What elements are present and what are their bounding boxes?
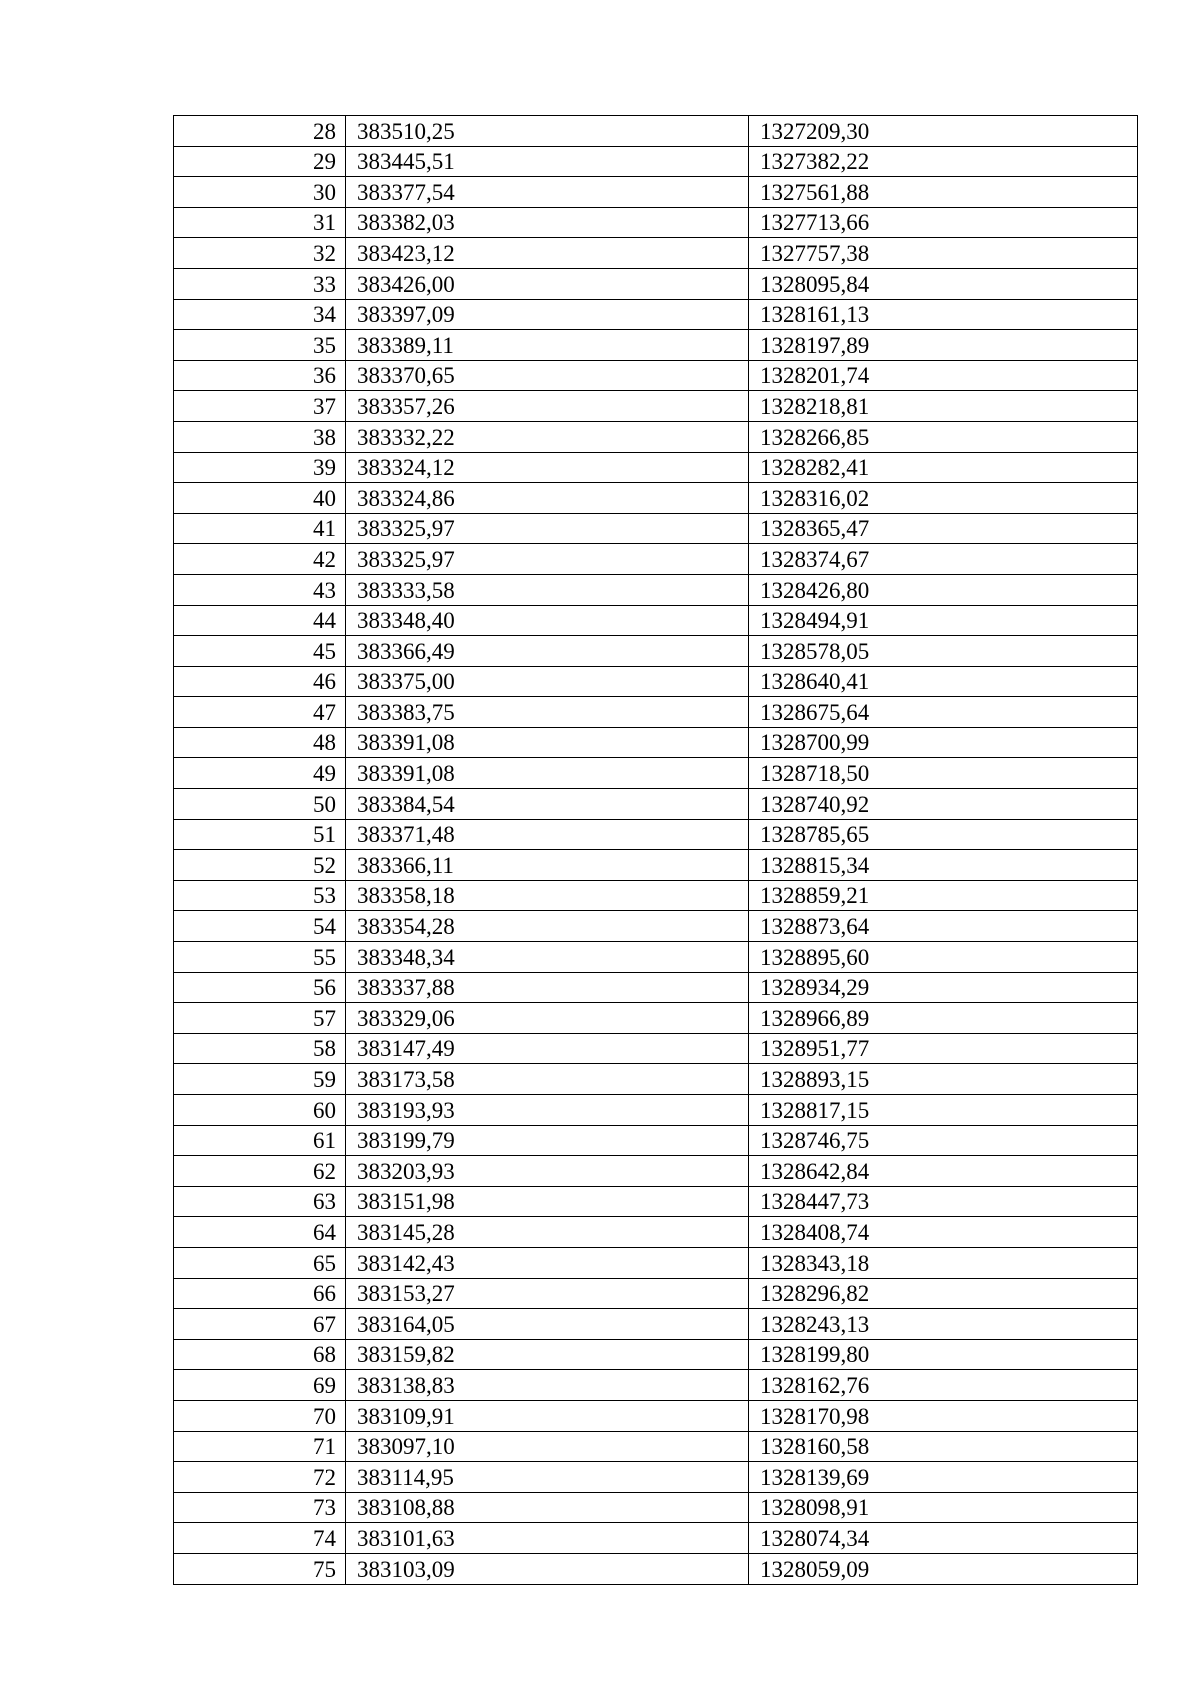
x-coordinate-cell: 383357,26 [346,391,749,422]
y-coordinate-cell: 1328895,60 [749,942,1138,973]
y-coordinate-cell: 1328199,80 [749,1339,1138,1370]
table-row [174,1217,1138,1248]
point-number-cell: 48 [174,727,346,758]
y-coordinate-cell: 1328859,21 [749,880,1138,911]
x-coordinate-cell: 383164,05 [346,1309,749,1340]
y-coordinate-cell: 1328951,77 [749,1033,1138,1064]
table-row [174,850,1138,881]
table-row [174,574,1138,605]
table-row [174,238,1138,269]
table-row [174,819,1138,850]
y-coordinate-cell: 1328426,80 [749,574,1138,605]
y-coordinate-cell: 1328296,82 [749,1278,1138,1309]
table-row [174,880,1138,911]
y-coordinate-cell: 1327382,22 [749,146,1138,177]
x-coordinate-cell: 383358,18 [346,880,749,911]
point-number-cell: 52 [174,850,346,881]
table-row [174,789,1138,820]
y-coordinate-cell: 1328642,84 [749,1156,1138,1187]
y-coordinate-cell: 1328098,91 [749,1492,1138,1523]
point-number-cell: 35 [174,330,346,361]
table-row [174,1033,1138,1064]
y-coordinate-cell: 1328218,81 [749,391,1138,422]
y-coordinate-cell: 1328095,84 [749,268,1138,299]
point-number-cell: 61 [174,1125,346,1156]
point-number-cell: 32 [174,238,346,269]
y-coordinate-cell: 1328785,65 [749,819,1138,850]
x-coordinate-cell: 383193,93 [346,1095,749,1126]
x-coordinate-cell: 383325,97 [346,544,749,575]
x-coordinate-cell: 383377,54 [346,177,749,208]
x-coordinate-cell: 383366,49 [346,636,749,667]
point-number-cell: 58 [174,1033,346,1064]
table-row [174,544,1138,575]
y-coordinate-cell: 1328160,58 [749,1431,1138,1462]
table-row [174,972,1138,1003]
y-coordinate-cell: 1328365,47 [749,513,1138,544]
point-number-cell: 51 [174,819,346,850]
x-coordinate-cell: 383199,79 [346,1125,749,1156]
point-number-cell: 39 [174,452,346,483]
x-coordinate-cell: 383389,11 [346,330,749,361]
point-number-cell: 37 [174,391,346,422]
y-coordinate-cell: 1328343,18 [749,1247,1138,1278]
table-row [174,268,1138,299]
x-coordinate-cell: 383147,49 [346,1033,749,1064]
point-number-cell: 55 [174,942,346,973]
point-number-cell: 57 [174,1003,346,1034]
x-coordinate-cell: 383109,91 [346,1400,749,1431]
x-coordinate-cell: 383159,82 [346,1339,749,1370]
point-number-cell: 46 [174,666,346,697]
y-coordinate-cell: 1328316,02 [749,483,1138,514]
x-coordinate-cell: 383097,10 [346,1431,749,1462]
y-coordinate-cell: 1328578,05 [749,636,1138,667]
point-number-cell: 28 [174,116,346,147]
y-coordinate-cell: 1328494,91 [749,605,1138,636]
point-number-cell: 60 [174,1095,346,1126]
point-number-cell: 59 [174,1064,346,1095]
point-number-cell: 38 [174,421,346,452]
point-number-cell: 75 [174,1553,346,1584]
point-number-cell: 47 [174,697,346,728]
point-number-cell: 30 [174,177,346,208]
table-row [174,636,1138,667]
x-coordinate-cell: 383370,65 [346,360,749,391]
x-coordinate-cell: 383384,54 [346,789,749,820]
table-row [174,1400,1138,1431]
table-row [174,360,1138,391]
y-coordinate-cell: 1328170,98 [749,1400,1138,1431]
y-coordinate-cell: 1328201,74 [749,360,1138,391]
table-row [174,1553,1138,1584]
table-row [174,513,1138,544]
table-row [174,942,1138,973]
point-number-cell: 53 [174,880,346,911]
x-coordinate-cell: 383329,06 [346,1003,749,1034]
y-coordinate-cell: 1328059,09 [749,1553,1138,1584]
coordinates-table [173,115,1138,1585]
x-coordinate-cell: 383114,95 [346,1462,749,1493]
x-coordinate-cell: 383348,34 [346,942,749,973]
table-row [174,207,1138,238]
x-coordinate-cell: 383325,97 [346,513,749,544]
x-coordinate-cell: 383145,28 [346,1217,749,1248]
y-coordinate-cell: 1328675,64 [749,697,1138,728]
table-row [174,1247,1138,1278]
point-number-cell: 50 [174,789,346,820]
coordinates-table-body [174,116,1138,1585]
y-coordinate-cell: 1328934,29 [749,972,1138,1003]
table-row [174,1339,1138,1370]
x-coordinate-cell: 383382,03 [346,207,749,238]
x-coordinate-cell: 383383,75 [346,697,749,728]
x-coordinate-cell: 383173,58 [346,1064,749,1095]
y-coordinate-cell: 1328700,99 [749,727,1138,758]
x-coordinate-cell: 383138,83 [346,1370,749,1401]
x-coordinate-cell: 383101,63 [346,1523,749,1554]
y-coordinate-cell: 1327561,88 [749,177,1138,208]
point-number-cell: 29 [174,146,346,177]
table-row [174,1278,1138,1309]
point-number-cell: 71 [174,1431,346,1462]
x-coordinate-cell: 383391,08 [346,727,749,758]
y-coordinate-cell: 1327757,38 [749,238,1138,269]
y-coordinate-cell: 1328893,15 [749,1064,1138,1095]
x-coordinate-cell: 383332,22 [346,421,749,452]
point-number-cell: 63 [174,1186,346,1217]
table-row [174,666,1138,697]
x-coordinate-cell: 383151,98 [346,1186,749,1217]
point-number-cell: 36 [174,360,346,391]
y-coordinate-cell: 1328740,92 [749,789,1138,820]
point-number-cell: 44 [174,605,346,636]
x-coordinate-cell: 383333,58 [346,574,749,605]
x-coordinate-cell: 383153,27 [346,1278,749,1309]
table-row [174,146,1138,177]
y-coordinate-cell: 1328746,75 [749,1125,1138,1156]
x-coordinate-cell: 383391,08 [346,758,749,789]
y-coordinate-cell: 1328640,41 [749,666,1138,697]
y-coordinate-cell: 1328074,34 [749,1523,1138,1554]
point-number-cell: 40 [174,483,346,514]
table-row [174,116,1138,147]
y-coordinate-cell: 1328243,13 [749,1309,1138,1340]
table-row [174,1462,1138,1493]
x-coordinate-cell: 383203,93 [346,1156,749,1187]
table-row [174,605,1138,636]
point-number-cell: 42 [174,544,346,575]
x-coordinate-cell: 383397,09 [346,299,749,330]
x-coordinate-cell: 383348,40 [346,605,749,636]
table-row [174,483,1138,514]
x-coordinate-cell: 383371,48 [346,819,749,850]
point-number-cell: 34 [174,299,346,330]
x-coordinate-cell: 383108,88 [346,1492,749,1523]
table-row [174,727,1138,758]
y-coordinate-cell: 1328447,73 [749,1186,1138,1217]
x-coordinate-cell: 383445,51 [346,146,749,177]
point-number-cell: 64 [174,1217,346,1248]
point-number-cell: 41 [174,513,346,544]
table-row [174,391,1138,422]
x-coordinate-cell: 383324,86 [346,483,749,514]
point-number-cell: 74 [174,1523,346,1554]
table-row [174,1095,1138,1126]
y-coordinate-cell: 1328161,13 [749,299,1138,330]
table-row [174,1156,1138,1187]
y-coordinate-cell: 1328718,50 [749,758,1138,789]
x-coordinate-cell: 383142,43 [346,1247,749,1278]
y-coordinate-cell: 1328197,89 [749,330,1138,361]
y-coordinate-cell: 1328162,76 [749,1370,1138,1401]
point-number-cell: 68 [174,1339,346,1370]
table-row [174,911,1138,942]
table-row [174,1186,1138,1217]
x-coordinate-cell: 383103,09 [346,1553,749,1584]
y-coordinate-cell: 1328966,89 [749,1003,1138,1034]
point-number-cell: 67 [174,1309,346,1340]
table-row [174,1431,1138,1462]
table-row [174,1309,1138,1340]
point-number-cell: 43 [174,574,346,605]
y-coordinate-cell: 1328408,74 [749,1217,1138,1248]
x-coordinate-cell: 383423,12 [346,238,749,269]
table-row [174,697,1138,728]
y-coordinate-cell: 1328139,69 [749,1462,1138,1493]
y-coordinate-cell: 1327209,30 [749,116,1138,147]
point-number-cell: 54 [174,911,346,942]
y-coordinate-cell: 1328266,85 [749,421,1138,452]
table-row [174,1523,1138,1554]
x-coordinate-cell: 383375,00 [346,666,749,697]
y-coordinate-cell: 1328374,67 [749,544,1138,575]
point-number-cell: 66 [174,1278,346,1309]
x-coordinate-cell: 383366,11 [346,850,749,881]
point-number-cell: 70 [174,1400,346,1431]
table-row [174,1125,1138,1156]
table-row [174,421,1138,452]
y-coordinate-cell: 1328282,41 [749,452,1138,483]
x-coordinate-cell: 383510,25 [346,116,749,147]
point-number-cell: 69 [174,1370,346,1401]
point-number-cell: 31 [174,207,346,238]
point-number-cell: 65 [174,1247,346,1278]
x-coordinate-cell: 383324,12 [346,452,749,483]
table-row [174,1064,1138,1095]
table-row [174,1003,1138,1034]
table-row [174,177,1138,208]
point-number-cell: 72 [174,1462,346,1493]
y-coordinate-cell: 1328815,34 [749,850,1138,881]
x-coordinate-cell: 383354,28 [346,911,749,942]
table-row [174,1492,1138,1523]
y-coordinate-cell: 1327713,66 [749,207,1138,238]
point-number-cell: 33 [174,268,346,299]
point-number-cell: 45 [174,636,346,667]
table-row [174,452,1138,483]
table-row [174,758,1138,789]
point-number-cell: 49 [174,758,346,789]
table-row [174,1370,1138,1401]
point-number-cell: 56 [174,972,346,1003]
y-coordinate-cell: 1328873,64 [749,911,1138,942]
x-coordinate-cell: 383337,88 [346,972,749,1003]
point-number-cell: 62 [174,1156,346,1187]
x-coordinate-cell: 383426,00 [346,268,749,299]
y-coordinate-cell: 1328817,15 [749,1095,1138,1126]
table-row [174,299,1138,330]
point-number-cell: 73 [174,1492,346,1523]
table-row [174,330,1138,361]
